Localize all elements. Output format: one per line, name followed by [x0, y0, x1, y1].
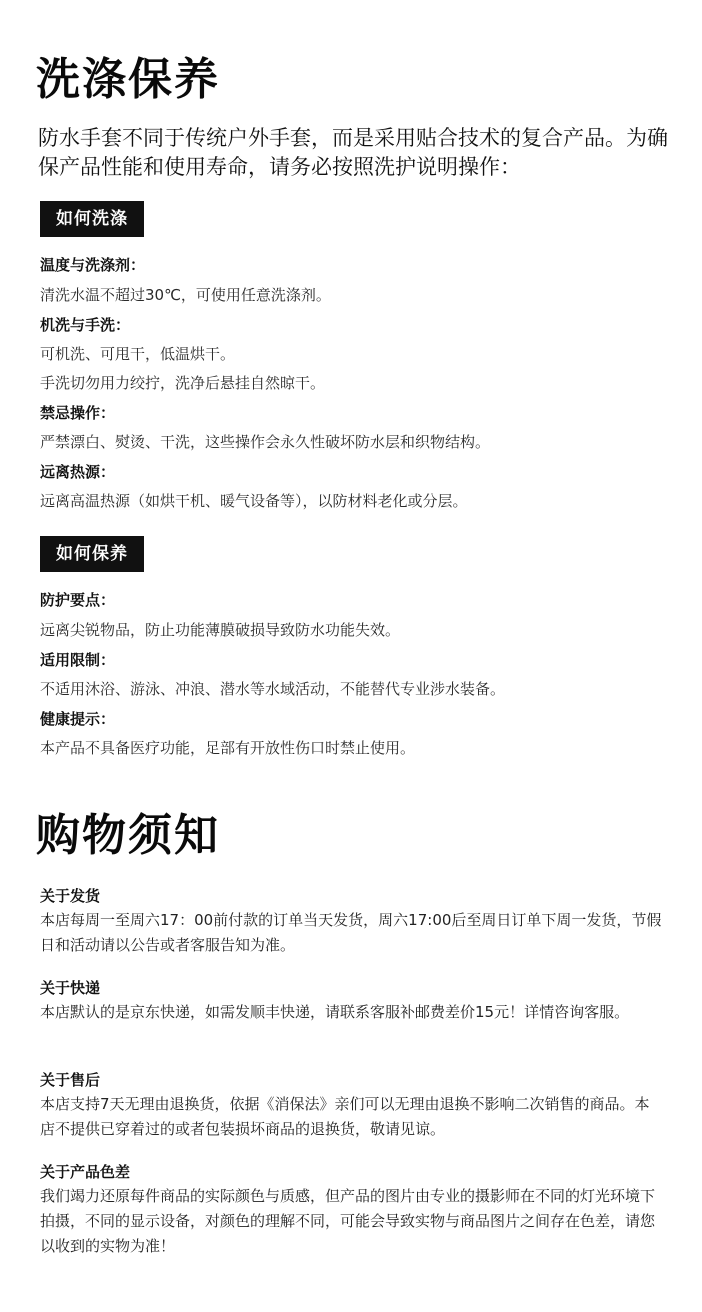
shopping-section-title: 关于发货 [40, 887, 101, 905]
maintain-item-limit-text: 不适用沐浴、游泳、冲浪、潜水等水域活动，不能替代专业涉水装备。 [40, 680, 506, 698]
shopping-section-courier [40, 976, 664, 1025]
shopping-section-shipping [40, 884, 664, 958]
wash-item-machine-text-1: 可机洗、可甩干，低温烘干。 [40, 345, 236, 363]
maintain-badge: 如何保养 [40, 536, 144, 572]
wash-item-heat-label: 远离热源： [40, 463, 116, 481]
wash-item-forbidden-label: 禁忌操作： [40, 404, 116, 422]
shopping-section-title: 关于快递 [40, 979, 101, 997]
wash-badge: 如何洗涤 [40, 201, 144, 237]
maintain-item-protect-label: 防护要点： [40, 591, 116, 609]
maintain-item-limit-label: 适用限制： [40, 651, 116, 669]
wash-item-temperature-label: 温度与洗涤剂： [40, 256, 146, 274]
wash-item-heat-text: 远离高温热源（如烘干机、暖气设备等），以防材料老化或分层。 [40, 492, 468, 510]
wash-item-temperature-text: 清洗水温不超过30℃，可使用任意洗涤剂。 [40, 286, 331, 304]
maintain-item-protect-text: 远离尖锐物品，防止功能薄膜破损导致防水功能失效。 [40, 621, 401, 639]
shopping-section-body: 本店支持7天无理由退换货，依据《消保法》亲们可以无理由退换不影响二次销售的商品。本店不提供已穿着过的或者包装损坏商品的退换货，敬请见谅。 [40, 1095, 650, 1138]
maintain-item-health-label: 健康提示： [40, 710, 116, 728]
maintain-item-health-text: 本产品不具备医疗功能，足部有开放性伤口时禁止使用。 [40, 739, 416, 757]
shopping-title: 购物须知 [36, 810, 220, 861]
shopping-section-aftersale [40, 1068, 664, 1142]
shopping-section-body: 本店每周一至周六17：00前付款的订单当天发货，周六17:00后至周日订单下周一发货，节假日和活动请以公告或者客服告知为准。 [40, 911, 662, 954]
shopping-section-title: 关于产品色差 [40, 1163, 131, 1181]
shopping-section-body: 本店默认的是京东快递，如需发顺丰快递，请联系客服补邮费差价15元！详情咨询客服。 [40, 1003, 630, 1021]
wash-item-forbidden-text: 严禁漂白、熨烫、干洗，这些操作会永久性破坏防水层和织物结构。 [40, 433, 491, 451]
wash-item-machine-label: 机洗与手洗： [40, 316, 131, 334]
shopping-section-body: 我们竭力还原每件商品的实际颜色与质感，但产品的图片由专业的摄影师在不同的灯光环境下拍摄，不同的显示设备，对颜色的理解不同，可能会导致实物与商品图片之间存在色差，请您以收到的实物为准！ [40, 1187, 656, 1255]
shopping-section-title: 关于售后 [40, 1071, 101, 1089]
care-intro: 防水手套不同于传统户外手套，而是采用贴合技术的复合产品。为确保产品性能和使用寿命，请务必按照洗护说明操作： [38, 126, 668, 179]
wash-item-machine-text-2: 手洗切勿用力绞拧，洗净后悬挂自然晾干。 [40, 374, 326, 392]
care-title: 洗涤保养 [36, 54, 220, 105]
shopping-section-color [40, 1160, 664, 1259]
